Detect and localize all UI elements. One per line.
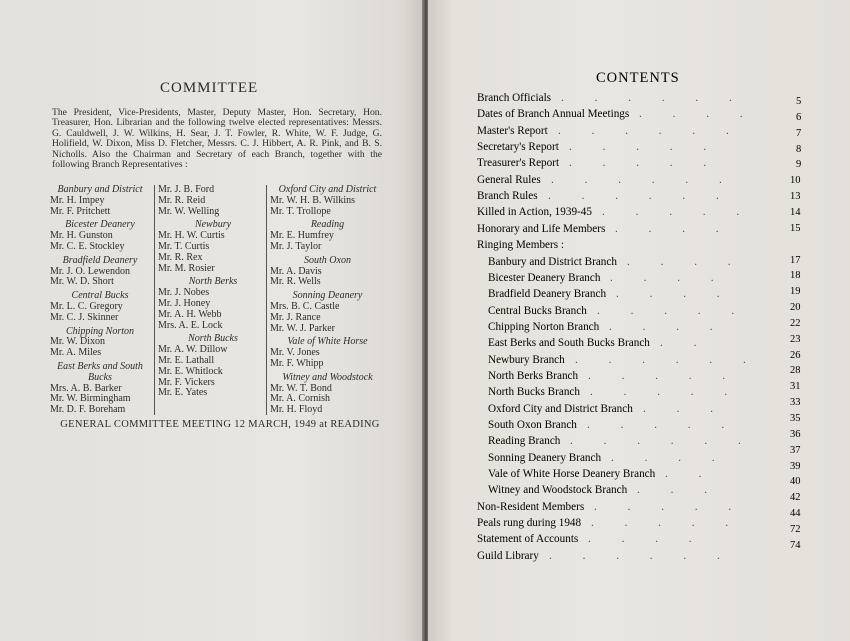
representative-name: Mr. R. Reid	[158, 194, 206, 206]
representative-name: Mr. A. W. Dillow	[158, 344, 228, 356]
contents-entry-page: 28	[790, 365, 801, 377]
contents-entry-page: 42	[790, 492, 801, 504]
contents-entry-label: Guild Library	[477, 549, 539, 562]
representative-name: Mr. W. J. Parker	[270, 322, 335, 334]
contents-entry	[477, 92, 807, 108]
contents-entry-label: Oxford City and District Branch	[488, 402, 633, 415]
contents-entry-page: 10	[790, 175, 801, 187]
contents-entry-label: Chipping Norton Branch	[488, 320, 600, 333]
representative-name: Mr. J. Honey	[158, 297, 211, 309]
representative-name: Mr. H. Gunston	[50, 230, 113, 242]
representative-name: Mr. W. D. Short	[50, 276, 114, 288]
contents-entry-leader: . . . .	[610, 271, 728, 284]
representative-name: Mr. W. H. B. Wilkins	[270, 194, 355, 206]
contents-entry-page: 35	[790, 413, 801, 424]
contents-entry	[477, 381, 807, 402]
representative-name: Mr. E. Humfrey	[270, 230, 334, 242]
contents-entry	[477, 174, 807, 190]
contents-entry	[477, 333, 807, 353]
contents-entry-label: Treasurer's Report	[477, 157, 560, 170]
contents-entry-leader: . . . . . .	[548, 190, 733, 203]
contents-entry-label: Honorary and Life Members	[477, 222, 606, 235]
representative-name: Mr. A. Cornish	[270, 393, 331, 405]
branch-heading: Bicester Deanery	[65, 219, 135, 231]
contents-entry-leader: . . . . . .	[558, 124, 743, 137]
contents-entry	[477, 206, 807, 222]
contents-entry-leader: . . . .	[616, 288, 734, 301]
representative-name: Mr. J. B. Ford	[158, 184, 215, 195]
representative-name: Mr. T. Trollope	[270, 205, 331, 217]
contents-entry	[477, 492, 807, 520]
contents-entry-leader: . .	[665, 468, 716, 481]
contents-entry-leader: . . . . . .	[551, 173, 736, 186]
representative-name: Mr. A. H. Webb	[158, 308, 222, 320]
contents-entry-label: Non-Resident Members	[477, 500, 585, 513]
contents-entry-leader: . . . . . .	[570, 435, 755, 448]
branch-heading: North Berks	[188, 276, 238, 288]
representative-name: Mr. F. Pritchett	[50, 205, 111, 217]
contents-entry-page: 17	[790, 254, 801, 266]
representative-name: Mr. M. Rosier	[158, 262, 215, 274]
contents-entry-leader: . . . . .	[594, 500, 746, 513]
contents-entry	[477, 157, 807, 173]
representative-name: Mr. V. Jones	[270, 347, 320, 359]
left-page	[0, 0, 424, 641]
contents-entry-page: 40	[790, 476, 801, 488]
contents-entry-page: 7	[796, 127, 802, 139]
branch-heading: Bradfield Deanery	[62, 254, 138, 266]
committee-intro: The President, Vice-Presidents, Master, Deputy Master, Hon. Secretary, Hon. Treasurer, Hon. Librarian and the following twelve elected representatives: Messrs. G. Cauldwell, J. W. Wilkins, H. Sear, J. T. Fowler, R. White, W. F. Judge, G. Holifield, W. Dixon, Miss D. Fletcher, Messrs. C. J. Hibbert, A. R. Pink, and B. S. Nicholls. Also the Chairman and Secretary of each Branch, together with the following Branch Representatives :	[52, 107, 382, 171]
branch-heading: Sonning Deanery	[292, 290, 363, 302]
contents-entry-label: Dates of Branch Annual Meetings	[477, 108, 630, 121]
contents-entry-label: Master's Report	[477, 124, 548, 137]
contents-entry-leader: . . . . .	[587, 419, 739, 431]
committee-title: COMMITTEE	[160, 80, 259, 96]
contents-entry	[477, 239, 807, 255]
representatives-column-2	[154, 185, 268, 415]
contents-entry-leader: . . .	[637, 484, 721, 497]
contents-entry-label: Branch Rules	[477, 190, 538, 203]
contents-entry-page: 31	[790, 381, 801, 393]
representative-name: Mr. R. Rex	[158, 251, 203, 263]
contents-entry-leader: . . . . . .	[561, 92, 746, 104]
branch-heading: Chipping Norton	[65, 325, 135, 337]
contents-entry	[477, 223, 807, 239]
contents-entry-leader: . . . .	[609, 320, 727, 333]
contents-entry-page: 44	[790, 508, 801, 520]
contents-entry-label: Peals rung during 1948	[477, 517, 582, 530]
contents-entry-label: South Oxon Branch	[488, 419, 577, 431]
contents-entry	[477, 302, 807, 321]
contents-entry-leader: . . .	[643, 402, 727, 415]
contents-entry-page: 36	[790, 428, 801, 440]
contents-entry-label: Statement of Accounts	[477, 533, 579, 546]
contents-entry-leader: . .	[660, 337, 711, 350]
contents-entry	[477, 125, 807, 141]
branch-heading: Reading	[310, 219, 345, 231]
representative-name: Mrs. B. C. Castle	[270, 300, 340, 312]
contents-entry-page: 8	[796, 143, 802, 155]
contents-entry-page: 74	[790, 539, 801, 551]
contents-entry-page: 6	[796, 111, 802, 123]
contents-entry-leader: . . . .	[615, 222, 733, 235]
branch-heading: Oxford City and District	[278, 184, 377, 195]
contents-entry-label: North Bucks Branch	[488, 386, 580, 399]
contents-entry	[477, 444, 807, 468]
contents-entry-page: 22	[790, 317, 801, 329]
contents-entry-leader: . . . . .	[569, 141, 721, 154]
branch-heading: North Bucks	[188, 333, 238, 345]
contents-entry-leader: . . . . .	[602, 206, 754, 219]
contents-entry	[477, 288, 807, 304]
representative-name: Mr. H. W. Curtis	[158, 230, 225, 242]
contents-entry	[477, 413, 807, 435]
branch-heading: Banbury and District	[57, 184, 143, 195]
contents-entry-label: Witney and Woodstock Branch	[488, 484, 628, 497]
contents-entry-label: Secretary's Report	[477, 141, 559, 154]
contents-entry-label: Branch Officials	[477, 92, 552, 104]
contents-entry-page: 23	[790, 333, 801, 345]
representative-name: Mr. L. C. Gregory	[50, 300, 123, 312]
representative-name: Mr. C. J. Skinner	[50, 311, 119, 323]
representative-name: Mr. J. Taylor	[270, 240, 322, 252]
contents-entry-leader: . . . . .	[591, 517, 743, 530]
contents-entry-label: Central Bucks Branch	[488, 304, 587, 317]
contents-entry-label: North Berks Branch	[488, 369, 579, 382]
contents-entry-leader: . . . . . .	[549, 549, 734, 562]
contents-entry-leader: . . . . .	[588, 369, 740, 382]
branch-heading: Vale of White Horse	[287, 336, 368, 348]
contents-title: CONTENTS	[596, 70, 680, 86]
contents-entry	[477, 460, 807, 484]
contents-entry-label: General Rules	[477, 173, 541, 186]
contents-entry-label: Vale of White Horse Deanery Branch	[488, 468, 656, 481]
contents-entry-page: 33	[790, 397, 801, 409]
representative-name: Mr. A. Davis	[270, 265, 322, 277]
contents-entry-label: Reading Branch	[488, 435, 561, 448]
contents-entry-page: 37	[790, 444, 801, 456]
contents-entry-page: 15	[790, 222, 801, 234]
representatives-column-1	[50, 185, 150, 416]
contents-entry-label: Bicester Deanery Branch	[488, 271, 601, 284]
branch-heading: Central Bucks	[71, 290, 129, 302]
representative-name: Mr. H. Impey	[50, 194, 105, 206]
contents-entry-page: 18	[790, 270, 801, 282]
contents-entry-leader: . . . .	[611, 451, 729, 464]
contents-entry-leader: . . . .	[639, 108, 757, 121]
contents-entry	[477, 108, 807, 124]
representative-name: Mr. E. Lathall	[158, 354, 215, 366]
representative-name: Mr. J. Nobes	[158, 287, 210, 299]
contents-entry-label: Banbury and District Branch	[488, 255, 617, 268]
branch-heading: South Oxon	[304, 254, 351, 266]
contents-entry-page: 13	[790, 191, 801, 203]
contents-entry-page: 20	[790, 302, 801, 314]
contents-entry-label: Sonning Deanery Branch	[488, 451, 602, 464]
representative-name: Mr. C. E. Stockley	[50, 240, 125, 252]
contents-entry-leader: . . . .	[627, 255, 745, 268]
branch-heading: Witney and Woodstock	[282, 371, 373, 383]
contents-entry-leader: . . . .	[588, 533, 706, 546]
contents-entry-label: Ringing Members :	[477, 239, 565, 252]
contents-entry	[477, 349, 807, 370]
representative-name: Mr. T. Curtis	[158, 240, 210, 252]
contents-entry-label: Bradfield Deanery Branch	[488, 288, 607, 301]
representative-name: Mr. H. Floyd	[270, 404, 323, 416]
contents-entry-leader: . . . . .	[569, 157, 721, 170]
contents-entry-page: 72	[790, 523, 801, 535]
contents-entry	[477, 141, 807, 157]
contents-entry	[477, 476, 807, 500]
contents-entry-label: East Berks and South Bucks Branch	[488, 337, 650, 350]
contents-entry	[477, 256, 807, 272]
contents-entry	[477, 508, 807, 533]
meeting-note: GENERAL COMMITTEE MEETING 12 MARCH, 1949 at READING	[60, 419, 380, 430]
contents-entry-leader: . . . . . .	[575, 353, 760, 366]
representative-name: Mr. A. Miles	[50, 347, 102, 359]
representatives-column-3	[266, 185, 385, 415]
contents-entry-label: Killed in Action, 1939-45	[477, 206, 592, 219]
contents-entry	[477, 317, 807, 337]
representative-name: Mr. W. Birmingham	[50, 393, 131, 405]
contents-entry-leader: . . . . .	[590, 386, 742, 399]
representative-name: Mr. E. Yates	[158, 387, 208, 399]
representative-name: Mrs. A. B. Barker	[50, 382, 122, 394]
contents-entry	[477, 190, 807, 206]
branch-heading: Newbury	[194, 219, 232, 231]
branch-heading: East Berks and South Bucks	[57, 360, 143, 383]
contents-entry	[477, 365, 807, 386]
representative-name: Mr. J. O. Lewendon	[50, 265, 130, 277]
representative-name: Mr. W. Welling	[158, 205, 220, 217]
representative-name: Mr. R. Wells	[270, 276, 321, 288]
representative-name: Mr. F. Vickers	[158, 376, 215, 388]
representative-name: Mr. D. F. Boreham	[50, 404, 126, 416]
contents-entry-page: 14	[790, 206, 801, 218]
contents-entry	[477, 272, 807, 288]
contents-entry-page: 39	[790, 460, 801, 472]
contents-entry-label: Newbury Branch	[488, 353, 565, 366]
representative-name: Mr. F. Whipp	[270, 357, 324, 369]
contents-entry-page: 9	[796, 159, 802, 171]
representative-name: Mr. W. Dixon	[50, 336, 106, 348]
contents-entry-leader: . . . . .	[597, 304, 749, 317]
representative-name: Mr. E. Whitlock	[158, 365, 223, 377]
representative-name: Mr. J. Rance	[270, 311, 321, 323]
contents-entry-page: 5	[796, 96, 802, 107]
contents-entry	[477, 397, 807, 419]
representative-name: Mr. W. T. Bond	[270, 382, 332, 394]
contents-entry-page: 26	[790, 349, 801, 361]
representative-name: Mrs. A. E. Lock	[158, 319, 223, 331]
contents-entry-page: 19	[790, 286, 801, 298]
contents-entry	[477, 428, 807, 451]
